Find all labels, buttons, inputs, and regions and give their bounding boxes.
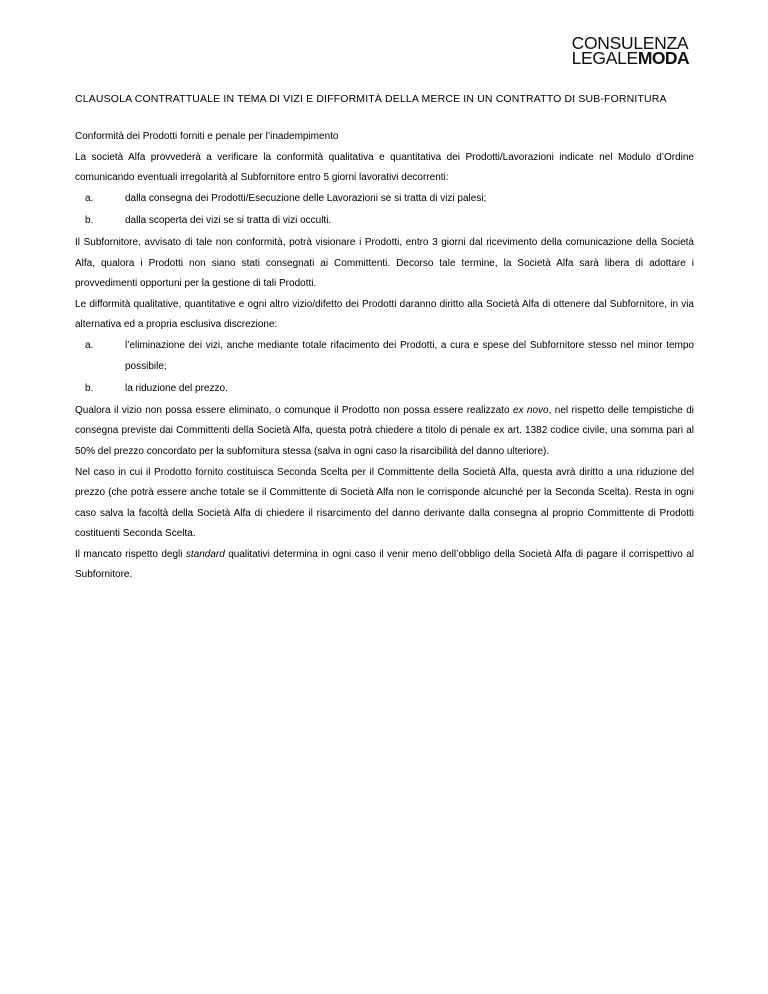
list-item — [75, 336, 694, 377]
text-segment: qualitativi determina in ogni caso il venir meno dell’obbligo della Società Alfa di pagare il corrispettivo al Subfornitore. — [75, 548, 695, 581]
logo-word-moda: MODA — [637, 48, 689, 68]
italic-text: standard — [185, 548, 225, 560]
list-item-text: l’eliminazione dei vizi, anche mediante totale rifacimento dei Prodotti, a cura e spese del Subfornitore stesso nel minor tempo possibile; — [125, 339, 694, 372]
logo — [571, 33, 689, 68]
paragraph-second-choice: Nel caso in cui il Prodotto fornito costituisca Seconda Scelta per il Committente della Società Alfa, questa avrà diritto a una riduzione del prezzo (che potrà essere anche totale se il Committente di Società Alfa non le corrisponde alcunché per la Seconda Scelta). Resta in ogni caso salva la facoltà della Società Alfa di chiedere il risarcimento del danno derivante dalla consegna al proprio Committente di Prodotti costituenti Seconda Scelta. — [75, 466, 694, 540]
list-marker: a. — [85, 339, 94, 351]
list-item — [75, 379, 694, 400]
text-segment: , nel rispetto delle tempistiche di consegna previste dai Committenti della Società Alfa, questa potrà chiedere a titolo di penale ex art. 1382 codice civile, una somma pari al 50% del prezzo concordato per la subfornitura stessa (salva in ogni caso la risarcibilità del danno ulteriore). — [75, 404, 695, 457]
list-item — [75, 189, 694, 210]
list-item-text: dalla scoperta dei vizi se si tratta di vizi occulti. — [125, 214, 332, 226]
text-segment: Il mancato rispetto degli — [75, 548, 186, 560]
paragraph-standards — [75, 545, 694, 586]
list-item — [75, 211, 694, 232]
paragraph-inspection: Il Subfornitore, avvisato di tale non conformità, potrà visionare i Prodotti, entro 3 giorni dal ricevimento della comunicazione della Società Alfa, qualora i Prodotti non siano stati consegnati ai Committenti. Decorso tale termine, la Società Alfa sarà libera di adottare i provvedimenti opportuni per la gestione di tali Prodotti. — [75, 236, 694, 290]
logo-word-legale: LEGALE — [571, 48, 638, 68]
italic-text: ex novo — [512, 404, 549, 416]
logo-line-1: CONSULENZA — [571, 33, 689, 53]
list-item-text: dalla consegna dei Prodotti/Esecuzione delle Lavorazioni se si tratta di vizi palesi; — [125, 192, 487, 204]
document-title: CLAUSOLA CONTRATTUALE IN TEMA DI VIZI E DIFFORMITÀ DELLA MERCE IN UN CONTRATTO DI SUB-FORNITURA — [75, 93, 667, 105]
list-marker: b. — [85, 214, 94, 226]
paragraph-penalty — [75, 401, 694, 463]
list-item-text: la riduzione del prezzo. — [125, 382, 228, 394]
paragraph-verification: La società Alfa provvederà a verificare la conformità qualitativa e quantitativa dei Prodotti/Lavorazioni indicate nel Modulo d’Ordine comunicando eventuali irregolarità al Subfornitore entro 5 giorni lavorativi decorrenti: — [75, 151, 694, 184]
list-marker: b. — [85, 382, 94, 394]
paragraph-remedies: Le difformità qualitative, quantitative e ogni altro vizio/difetto dei Prodotti daranno diritto alla Società Alfa di ottenere dal Subfornitore, in via alternativa ed a propria esclusiva discrezione: — [75, 298, 694, 331]
logo-line-2 — [571, 48, 689, 68]
text-segment: Qualora il vizio non possa essere eliminato, o comunque il Prodotto non possa essere realizzato — [75, 404, 513, 416]
document-body — [75, 127, 694, 586]
section-heading: Conformità dei Prodotti forniti e penale per l’inadempimento — [75, 131, 339, 142]
list-marker: a. — [85, 192, 94, 204]
